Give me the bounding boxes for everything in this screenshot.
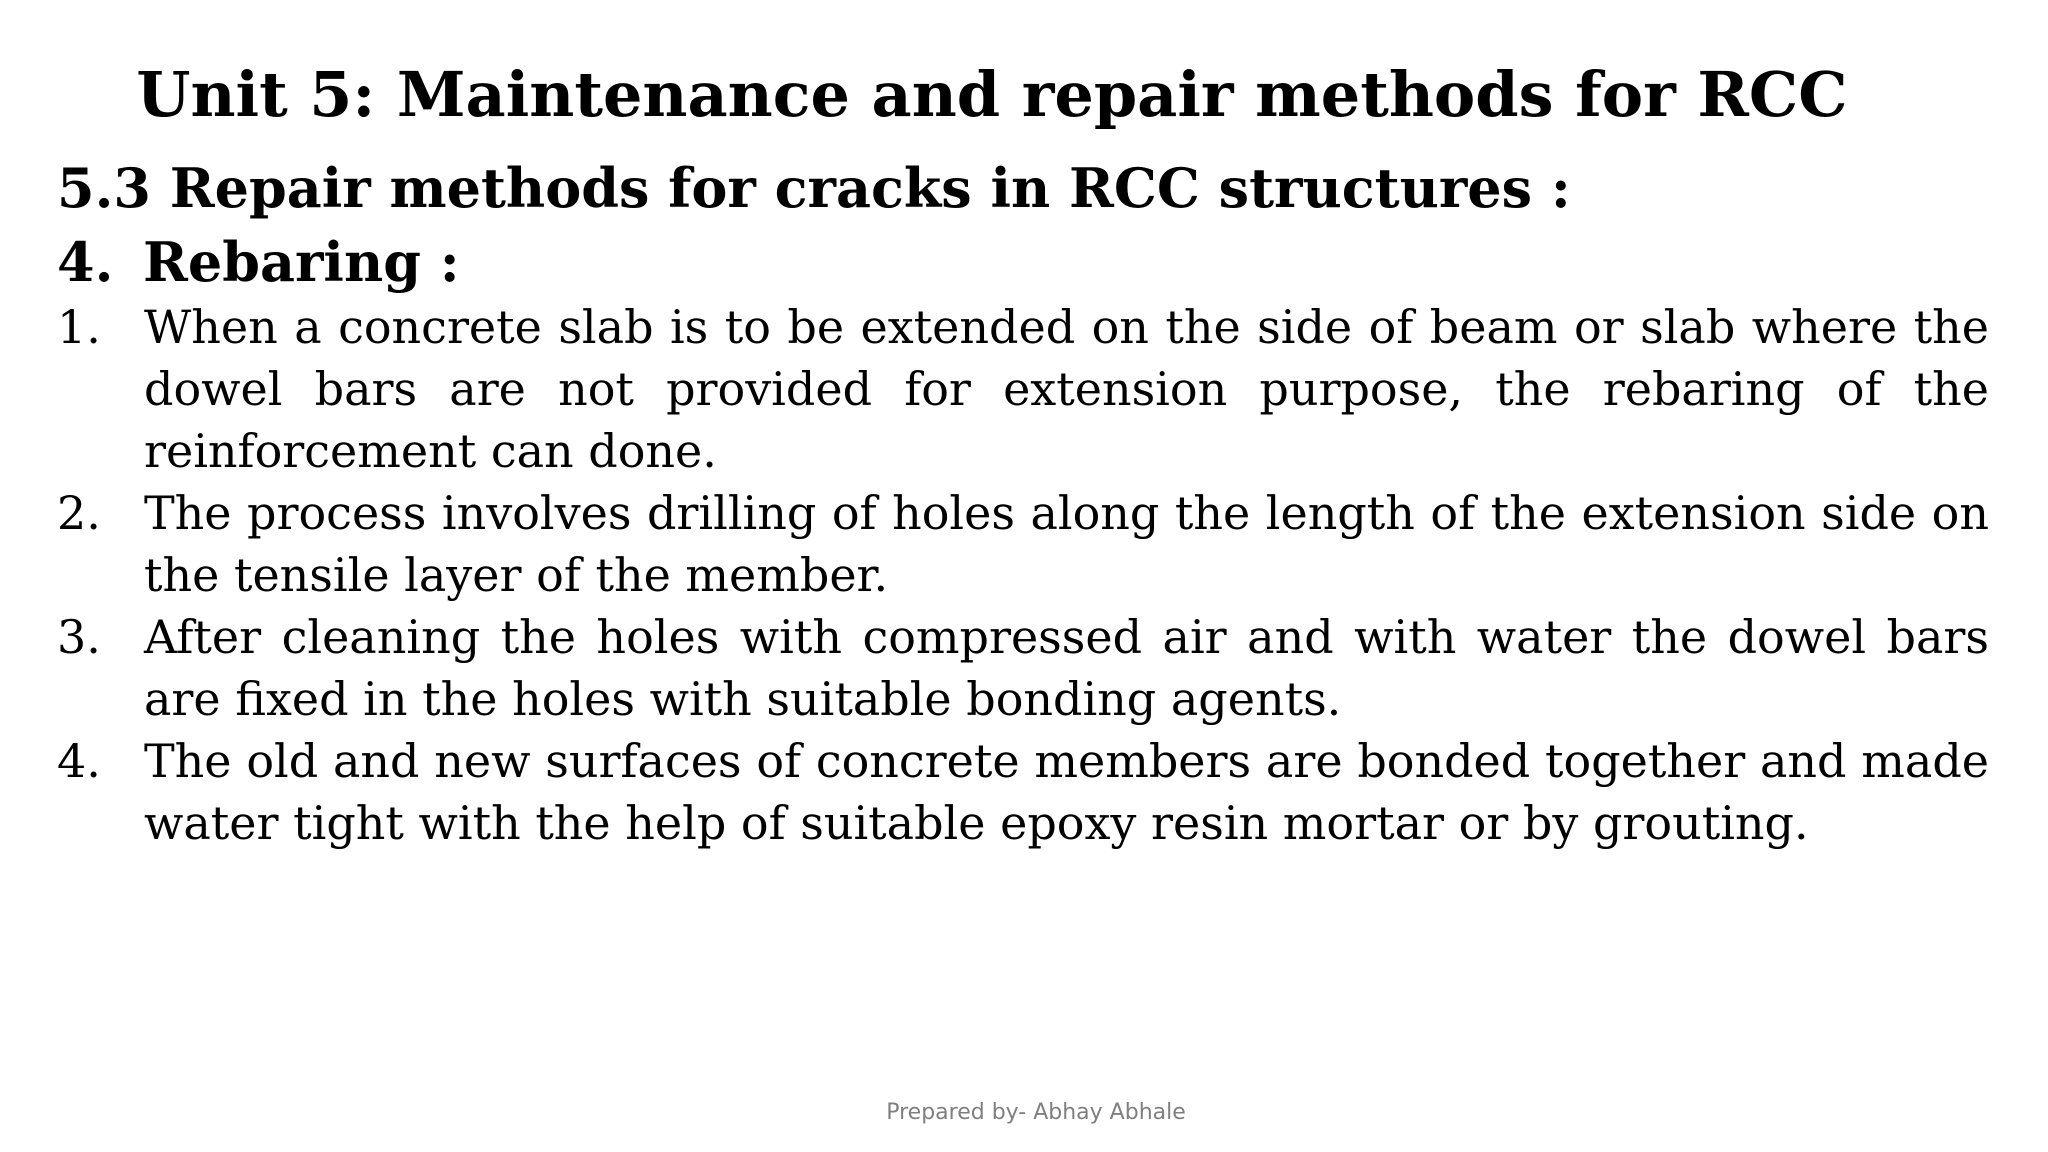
list-item-number: 2. bbox=[57, 486, 101, 540]
subheading-number: 4. bbox=[57, 230, 114, 294]
list-item bbox=[57, 482, 1989, 606]
list-item-number: 3. bbox=[57, 610, 101, 664]
section-heading: 5.3 Repair methods for cracks in RCC structures : bbox=[57, 156, 1571, 220]
list-item-number: 4. bbox=[57, 734, 101, 788]
footer-credit: Prepared by- Abhay Abhale bbox=[886, 1100, 1186, 1125]
slide-title: Unit 5: Maintenance and repair methods for RCC bbox=[136, 58, 1848, 131]
list-item-text: After cleaning the holes with compressed air and with water the dowel bars are fixed in the holes with suitable bonding agents. bbox=[144, 610, 1989, 726]
list-item-text: The process involves drilling of holes along the length of the extension side on the tensile layer of the member. bbox=[144, 486, 1989, 602]
list-item bbox=[57, 296, 1989, 482]
subheading-label: Rebaring : bbox=[143, 230, 460, 294]
list-item bbox=[57, 606, 1989, 730]
list-item bbox=[57, 730, 1989, 854]
numbered-list bbox=[57, 296, 1989, 854]
list-item-text: When a concrete slab is to be extended on the side of beam or slab where the dowel bars are not provided for extension purpose, the rebaring of the reinforcement can done. bbox=[144, 300, 1989, 478]
list-item-number: 1. bbox=[57, 300, 101, 354]
list-item-text: The old and new surfaces of concrete members are bonded together and made water tight with the help of suitable epoxy resin mortar or by grouting. bbox=[144, 734, 1989, 850]
subheading bbox=[57, 224, 1997, 300]
